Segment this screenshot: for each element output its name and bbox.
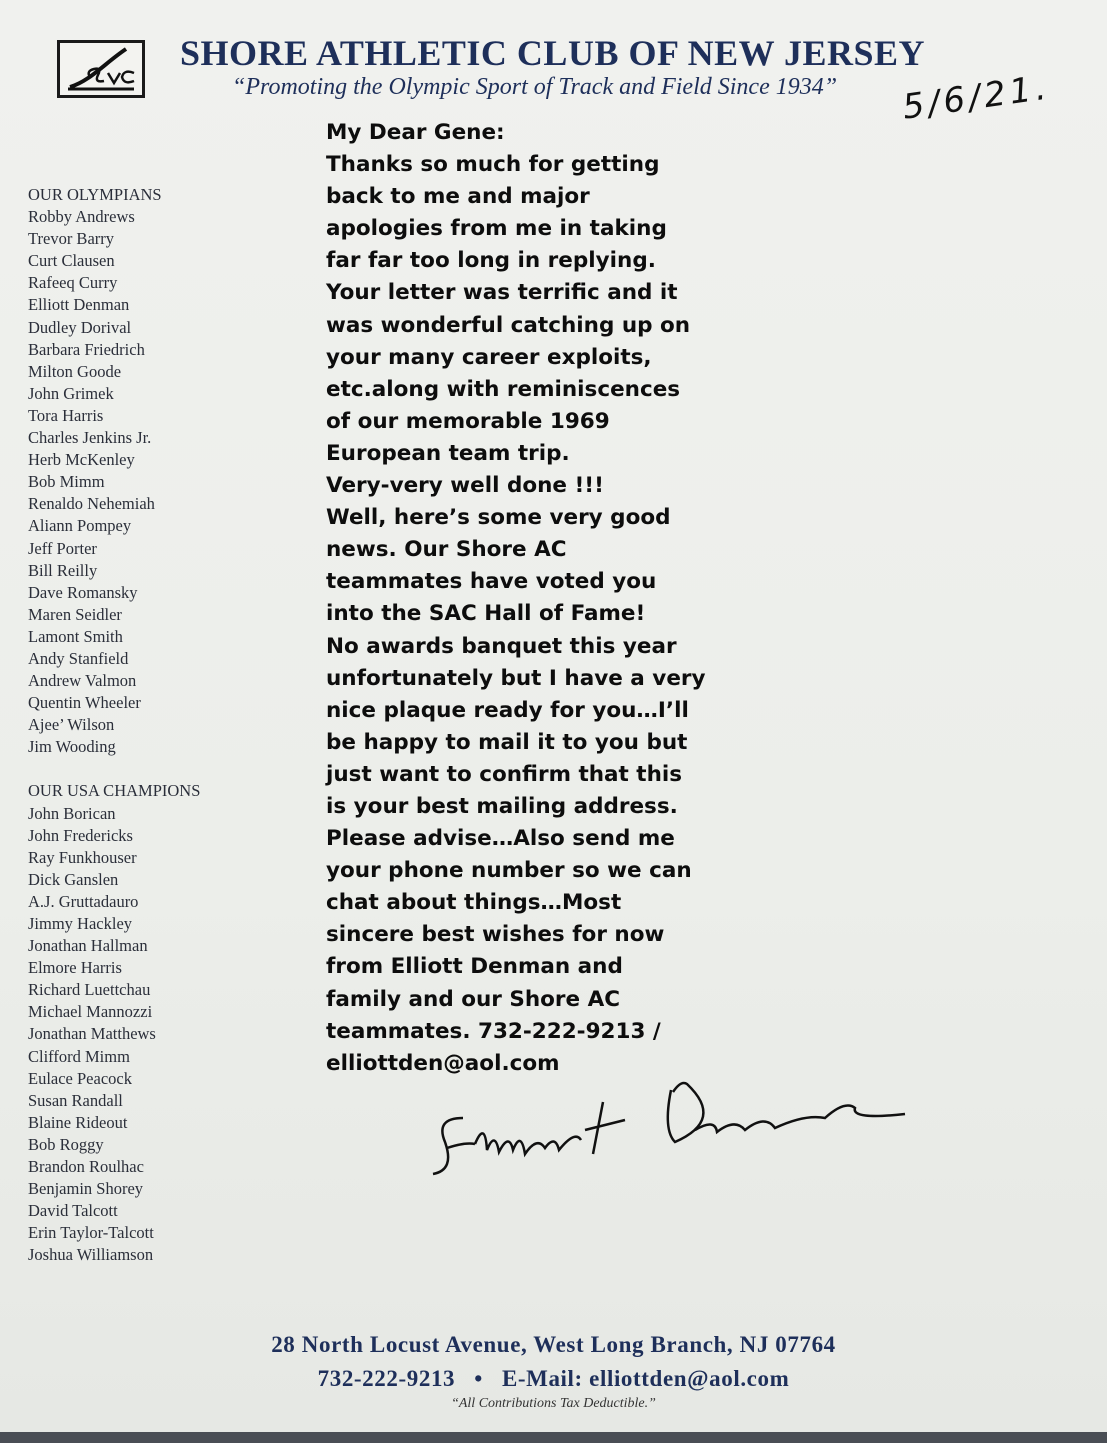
- olympians-list: [28, 206, 258, 758]
- olympian-name: Jeff Porter: [28, 538, 97, 558]
- letter-line: unfortunately but I have a very: [326, 665, 706, 691]
- letter-line: My Dear Gene:: [326, 120, 505, 145]
- olympian-name: Andrew Valmon: [28, 671, 137, 691]
- letter-line: just want to confirm that this: [326, 761, 683, 787]
- letter-line: into the SAC Hall of Fame!: [326, 601, 646, 627]
- footer-phone: 732-222-9213: [317, 1366, 456, 1391]
- champion-name: Elmore Harris: [28, 958, 122, 978]
- olympian-name: Jim Wooding: [28, 737, 116, 757]
- letter-line: teammates have voted you: [326, 569, 657, 595]
- champion-name: Benjamin Shorey: [28, 1179, 144, 1199]
- olympian-name: Trevor Barry: [28, 229, 115, 249]
- letter-line: Your letter was terrific and it: [326, 280, 678, 306]
- letter-line: back to me and major: [326, 184, 590, 210]
- footer-contact: [0, 1366, 1107, 1392]
- letter-line: of our memorable 1969: [326, 408, 610, 434]
- champion-name: Bob Roggy: [28, 1134, 104, 1154]
- footer-address: 28 North Locust Avenue, West Long Branch, NJ 07764: [271, 1332, 836, 1357]
- champion-name: Ray Funkhouser: [28, 847, 137, 867]
- champion-name: Jimmy Hackley: [28, 914, 133, 933]
- letter-line: from Elliott Denman and: [326, 954, 623, 980]
- letter-line: teammates. 732-222-9213 /: [326, 1018, 661, 1044]
- champion-name: Susan Randall: [28, 1090, 123, 1110]
- champion-name: Blaine Rideout: [28, 1112, 128, 1132]
- letter-line: apologies from me in taking: [326, 216, 667, 242]
- letter-line: far far too long in replying.: [326, 248, 656, 274]
- champion-name: Michael Mannozzi: [28, 1002, 153, 1022]
- footer-separator: •: [474, 1366, 483, 1391]
- letter-line: Very-very well done !!!: [326, 473, 604, 499]
- club-logo: [57, 40, 145, 98]
- letter-line: nice plaque ready for you…I’ll: [326, 697, 689, 723]
- champion-name: Clifford Mimm: [28, 1046, 130, 1066]
- letter-line: elliottden@aol.com: [326, 1050, 560, 1076]
- olympian-name: Quentin Wheeler: [28, 693, 141, 713]
- letter-line: European team trip.: [326, 440, 570, 466]
- handwritten-signature: [425, 1070, 915, 1180]
- olympian-name: Renaldo Nehemiah: [28, 494, 155, 514]
- letter-line: your phone number so we can: [326, 858, 692, 884]
- champion-name: Eulace Peacock: [28, 1068, 132, 1088]
- letter-line: was wonderful catching up on: [326, 312, 691, 338]
- footer-email: elliottden@aol.com: [589, 1366, 790, 1391]
- club-name: SHORE ATHLETIC CLUB OF NEW JERSEY: [180, 33, 926, 73]
- olympian-name: Milton Goode: [28, 361, 122, 381]
- letter-line: etc.along with reminiscences: [326, 376, 681, 402]
- letter-line: No awards banquet this year: [326, 633, 677, 659]
- page-bottom-edge: [0, 1432, 1107, 1443]
- letter-line: family and our Shore AC: [326, 986, 621, 1012]
- olympians-heading: OUR OLYMPIANS: [28, 185, 162, 204]
- olympian-name: Aliann Pompey: [28, 516, 132, 536]
- letter-line: your many career exploits,: [326, 344, 652, 370]
- champion-name: Jonathan Matthews: [28, 1024, 156, 1044]
- letter-body: [326, 117, 706, 1080]
- olympian-name: Curt Clausen: [28, 251, 115, 271]
- handwritten-date: 5/6/21.: [900, 67, 1053, 128]
- olympian-name: Dudley Dorival: [28, 317, 132, 337]
- champion-name: Erin Taylor-Talcott: [28, 1223, 154, 1243]
- olympian-name: Tora Harris: [28, 405, 104, 425]
- champion-name: Joshua Williamson: [28, 1245, 154, 1265]
- champion-name: A.J. Gruttadauro: [28, 891, 139, 911]
- letter-line: is your best mailing address.: [326, 793, 678, 819]
- olympian-name: Bill Reilly: [28, 560, 98, 580]
- olympian-name: Ajee’ Wilson: [28, 715, 115, 735]
- olympian-name: Lamont Smith: [28, 626, 123, 646]
- champion-name: Brandon Roulhac: [28, 1157, 144, 1177]
- champion-name: John Fredericks: [28, 825, 133, 845]
- champion-name: Jonathan Hallman: [28, 936, 148, 956]
- letter-line: sincere best wishes for now: [326, 922, 665, 948]
- letter-line: be happy to mail it to you but: [326, 729, 688, 755]
- olympian-name: Rafeeq Curry: [28, 273, 118, 293]
- footer-email-label: E-Mail:: [501, 1366, 583, 1391]
- footer-tax-note: “All Contributions Tax Deductible.”: [451, 1396, 656, 1411]
- olympian-name: Charles Jenkins Jr.: [28, 428, 152, 448]
- sidebar-athlete-lists: [28, 184, 258, 1267]
- olympian-name: Maren Seidler: [28, 604, 122, 624]
- olympian-name: Herb McKenley: [28, 450, 135, 470]
- olympian-name: Bob Mimm: [28, 472, 105, 492]
- letter-line: Well, here’s some very good: [326, 505, 671, 531]
- champion-name: Dick Ganslen: [28, 869, 119, 889]
- letter-line: news. Our Shore AC: [326, 537, 567, 563]
- champion-name: David Talcott: [28, 1201, 118, 1221]
- olympian-name: Robby Andrews: [28, 207, 135, 227]
- champion-name: John Borican: [28, 803, 116, 823]
- olympian-name: Dave Romansky: [28, 582, 138, 602]
- letter-line: Please advise…Also send me: [326, 826, 675, 852]
- champion-name: Richard Luettchau: [28, 980, 151, 1000]
- olympian-name: John Grimek: [28, 383, 114, 403]
- champions-heading: OUR USA CHAMPIONS: [28, 781, 201, 801]
- letter-line: chat about things…Most: [326, 890, 622, 916]
- letter-line: Thanks so much for getting: [326, 152, 660, 178]
- olympian-name: Barbara Friedrich: [28, 339, 145, 359]
- champions-list: [28, 803, 258, 1267]
- club-tagline: “Promoting the Olympic Sport of Track and Field Since 1934”: [232, 74, 838, 100]
- olympian-name: Elliott Denman: [28, 295, 130, 315]
- olympian-name: Andy Stanfield: [28, 648, 129, 668]
